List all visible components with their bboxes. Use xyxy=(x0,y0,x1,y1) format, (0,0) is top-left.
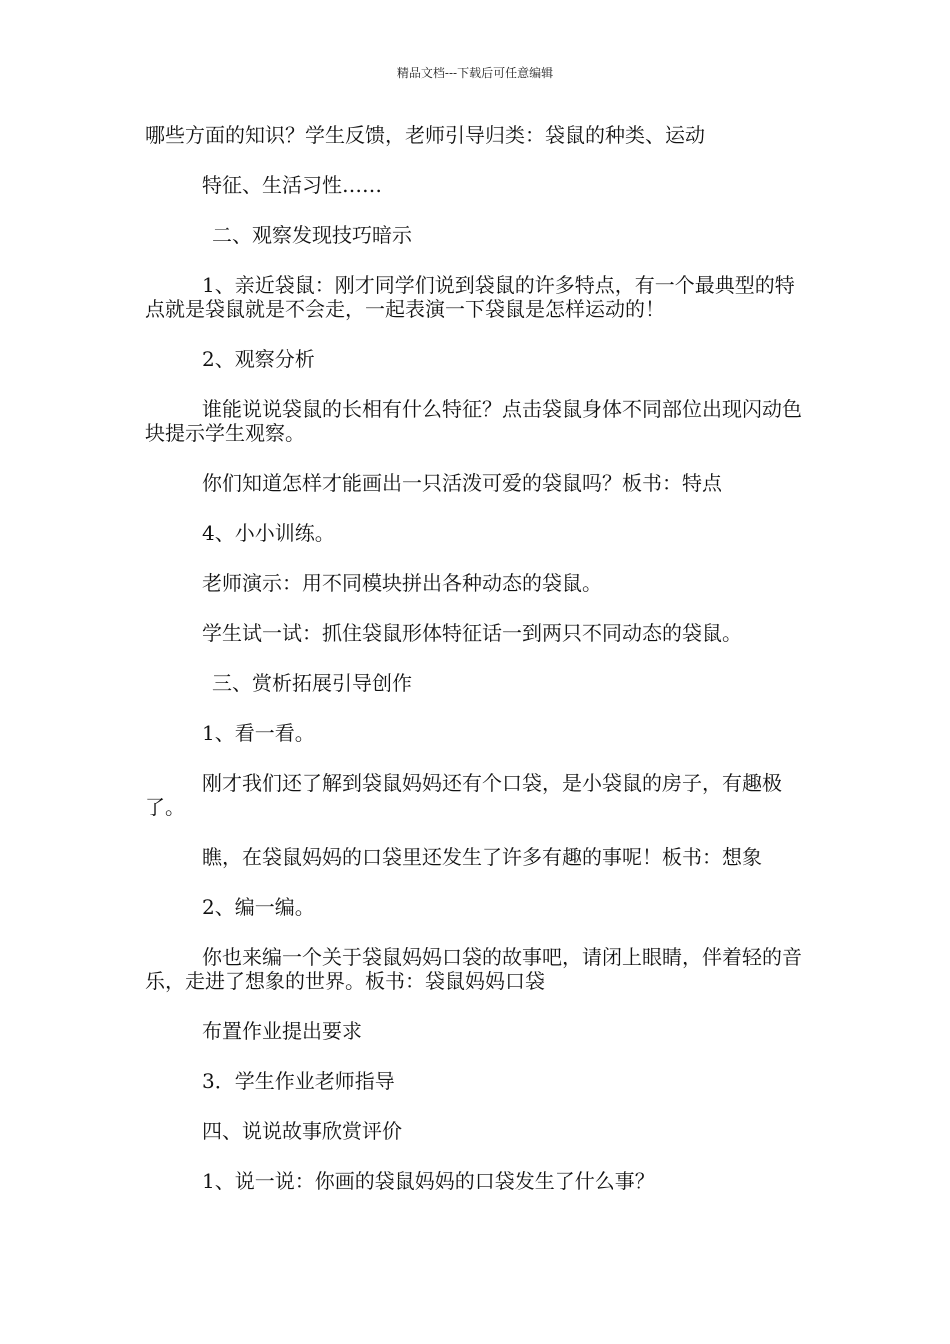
paragraph: 特征、生活习性…… xyxy=(202,173,382,197)
paragraph: 4、小小训练。 xyxy=(202,521,335,545)
paragraph: 你们知道怎样才能画出一只活泼可爱的袋鼠吗？板书：特点 xyxy=(202,471,722,495)
paragraph: 3．学生作业老师指导 xyxy=(202,1069,395,1093)
paragraph: 刚才我们还了解到袋鼠妈妈还有个口袋，是小袋鼠的房子，有趣极了。 xyxy=(145,771,782,819)
paragraph: 1、说一说：你画的袋鼠妈妈的口袋发生了什么事？ xyxy=(202,1169,655,1193)
paragraph: 布置作业提出要求 xyxy=(202,1019,362,1043)
section-heading: 四、说说故事欣赏评价 xyxy=(202,1119,402,1143)
paragraph: 哪些方面的知识？学生反馈，老师引导归类：袋鼠的种类、运动 xyxy=(145,123,705,147)
paragraph: 2、观察分析 xyxy=(202,347,315,371)
paragraph: 1、亲近袋鼠：刚才同学们说到袋鼠的许多特点，有一个最典型的特点就是袋鼠就是不会走，一起表演一下袋鼠是怎样运动的！ xyxy=(145,273,795,321)
page-header: 精品文档---下载后可任意编辑 xyxy=(396,66,554,80)
document-body xyxy=(145,123,810,1219)
paragraph: 学生试一试：抓住袋鼠形体特征话一到两只不同动态的袋鼠。 xyxy=(202,621,742,645)
paragraph: 2、编一编。 xyxy=(202,895,315,919)
section-heading: 三、赏析拓展引导创作 xyxy=(212,671,412,695)
section-heading: 二、观察发现技巧暗示 xyxy=(212,223,412,247)
paragraph: 老师演示：用不同模块拼出各种动态的袋鼠。 xyxy=(202,571,602,595)
paragraph: 你也来编一个关于袋鼠妈妈口袋的故事吧，请闭上眼睛，伴着轻的音乐，走进了想象的世界。板书：袋鼠妈妈口袋 xyxy=(145,945,802,993)
paragraph: 1、看一看。 xyxy=(202,721,315,745)
paragraph: 瞧，在袋鼠妈妈的口袋里还发生了许多有趣的事呢！板书：想象 xyxy=(202,845,762,869)
paragraph: 谁能说说袋鼠的长相有什么特征？点击袋鼠身体不同部位出现闪动色块提示学生观察。 xyxy=(145,397,802,445)
